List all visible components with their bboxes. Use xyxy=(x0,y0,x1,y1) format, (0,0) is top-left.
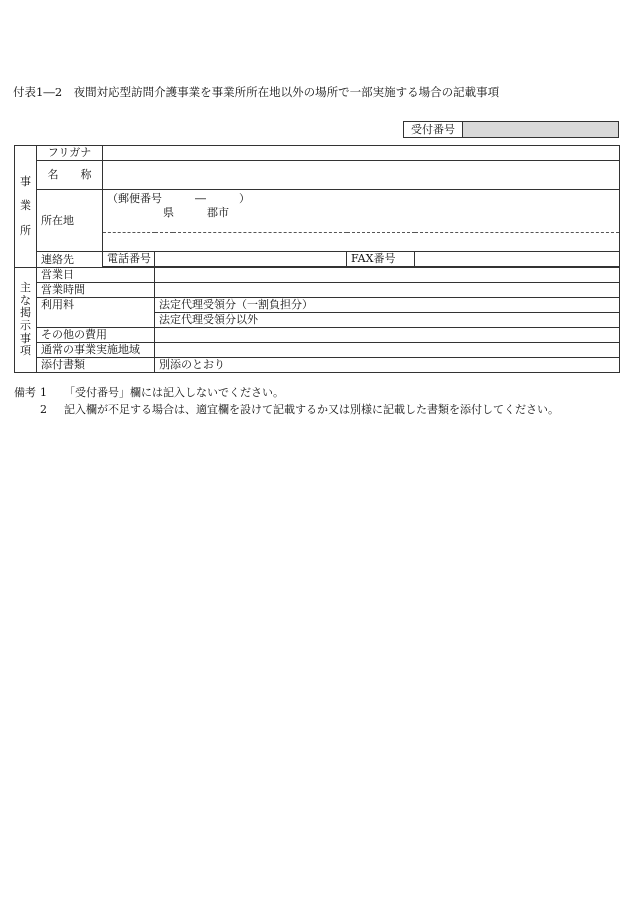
postal-code-label: （郵便番号 ― ） xyxy=(107,192,250,205)
attachment-label: 添付書類 xyxy=(37,358,155,373)
name-field[interactable] xyxy=(103,161,620,190)
fee-label: 利用料 xyxy=(37,298,155,328)
fax-label: FAX番号 xyxy=(347,252,415,267)
note-text: 「受付番号」欄には記入しないでください。 xyxy=(64,386,284,399)
service-area-field[interactable] xyxy=(155,343,620,358)
fee-non-statutory-field[interactable]: 法定代理受領分以外 xyxy=(155,313,620,328)
note-number: 1 xyxy=(40,386,47,399)
fax-field[interactable] xyxy=(415,252,620,267)
business-days-field[interactable] xyxy=(155,268,620,283)
form-title: 付表1―2 夜間対応型訪問介護事業を事業所所在地以外の場所で一部実施する場合の記載事項 xyxy=(13,85,500,99)
attachment-field[interactable]: 別添のとおり xyxy=(155,358,620,373)
notes-section xyxy=(14,384,559,418)
office-form-table xyxy=(14,145,620,373)
phone-label: 電話番号 xyxy=(103,252,155,267)
address-field[interactable] xyxy=(103,190,620,233)
name-label: 名 称 xyxy=(37,161,103,190)
receipt-number-box xyxy=(403,121,619,138)
address-label: 所在地 xyxy=(37,190,103,252)
main-items-section-label: 主 な 掲 示 事 項 xyxy=(15,268,37,373)
business-hours-field[interactable] xyxy=(155,283,620,298)
fee-statutory-field[interactable]: 法定代理受領分（一割負担分） xyxy=(155,298,620,313)
prefecture-label: 県 郡市 xyxy=(163,206,229,219)
note-item xyxy=(14,384,559,401)
phone-field[interactable] xyxy=(155,252,347,267)
other-costs-field[interactable] xyxy=(155,328,620,343)
business-hours-label: 営業時間 xyxy=(37,283,155,298)
office-section-label: 事 業 所 xyxy=(15,146,37,268)
receipt-number-field[interactable] xyxy=(463,122,618,137)
note-number: 2 xyxy=(40,403,47,416)
other-costs-label: その他の費用 xyxy=(37,328,155,343)
furigana-field[interactable] xyxy=(103,146,620,161)
business-days-label: 営業日 xyxy=(37,268,155,283)
service-area-label: 通常の事業実施地域 xyxy=(37,343,155,358)
contact-label: 連絡先 xyxy=(37,252,103,268)
address-detail-field[interactable] xyxy=(103,233,620,252)
note-item xyxy=(14,401,559,418)
furigana-label: フリガナ xyxy=(37,146,103,161)
notes-heading: 備考 xyxy=(14,386,36,399)
receipt-number-label: 受付番号 xyxy=(404,122,463,137)
note-text: 記入欄が不足する場合は、適宜欄を設けて記載するか又は別様に記載した書類を添付してください。 xyxy=(64,403,559,416)
